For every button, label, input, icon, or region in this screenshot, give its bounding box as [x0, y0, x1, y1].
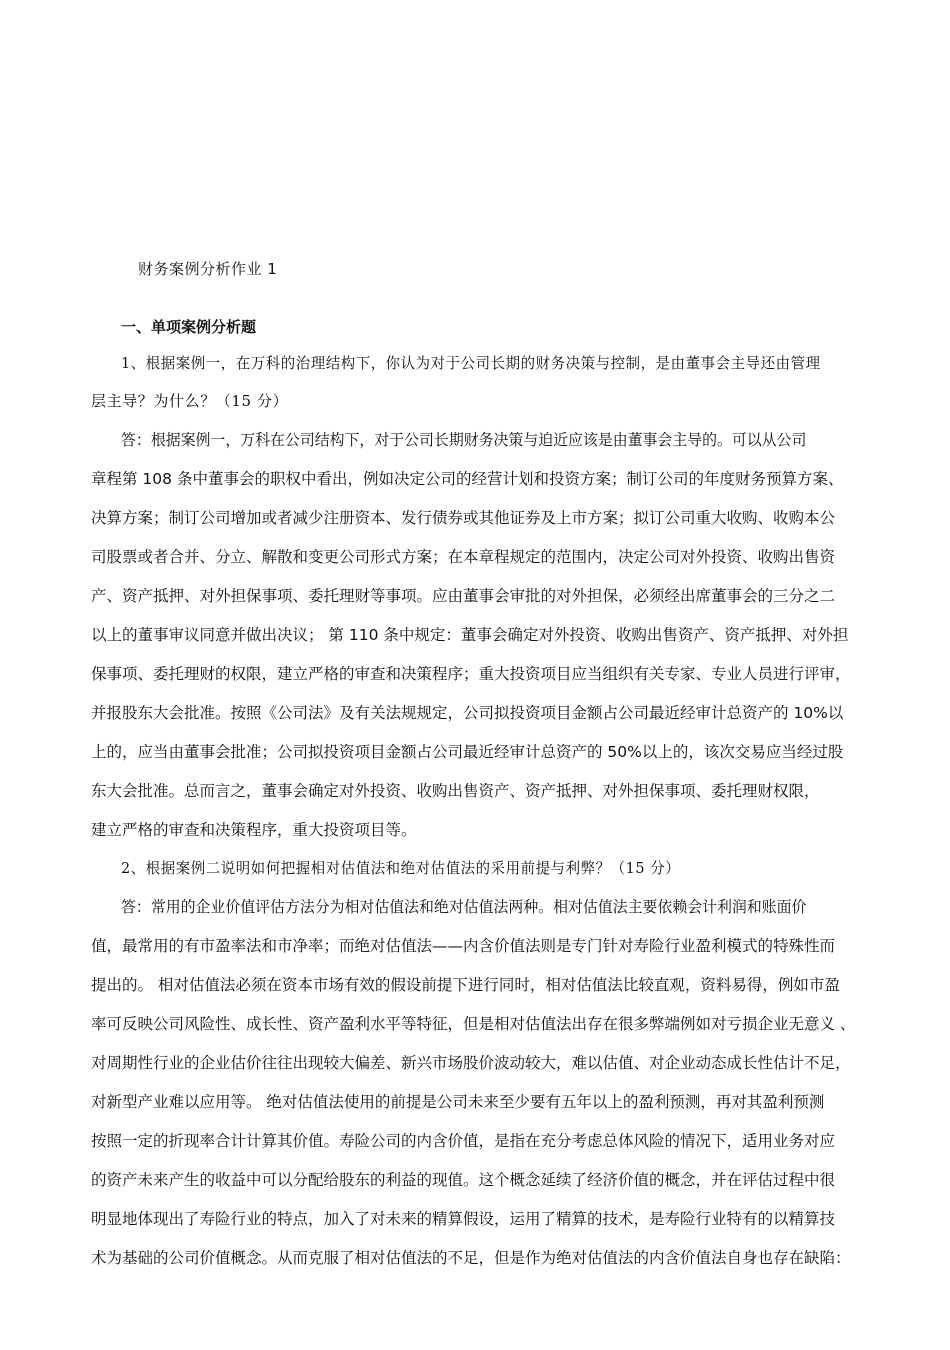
document-title: 财务案例分析作业 1 [138, 260, 278, 278]
answer-2-line: 术为基础的公司价值概念。从而克服了相对估值法的不足，但是作为绝对估值法的内含价值法自身也存在缺陷： [91, 1249, 851, 1267]
answer-1-text: 根据案例一，万科在公司结构下，对于公司长期财务决策与迫近应该是由董事会主导的。可以从公司 [150, 431, 807, 449]
answer-1-line [121, 430, 866, 450]
answer-2-line: 对周期性行业的企业估价往往出现较大偏差、新兴市场股价波动较大，难以估值、对企业动态成长性估计不足， [91, 1054, 851, 1072]
answer-1-line: 司股票或者合并、分立、解散和变更公司形式方案；在本章程规定的范围内，决定公司对外投资、收购出售资 [91, 548, 836, 566]
answer-1-line: 章程第 108 条中董事会的职权中看出，例如决定公司的经营计划和投资方案；制订公司的年度财务预算方案、 [91, 470, 844, 488]
answer-1-line: 保事项、委托理财的权限，建立严格的审查和决策程序；重大投资项目应当组织有关专家、专业人员进行评审， [91, 665, 851, 683]
answer-1-line: 产、资产抵押、对外担保事项、委托理财等事项。应由董事会审批的对外担保，必须经出席董事会的三分之二 [91, 587, 836, 605]
answer-1-line: 东大会批准。总而言之，董事会确定对外投资、收购出售资产、资产抵押、对外担保事项、委托理财权限， [91, 782, 820, 800]
section-heading: 一、单项案例分析题 [121, 318, 257, 336]
answer-2-line: 值，最常用的有市盈率法和市净率；而绝对估值法——内含价值法则是专门针对寿险行业盈利模式的特殊性而 [91, 937, 836, 955]
answer-1-line: 决算方案；制订公司增加或者减少注册资本、发行债券或其他证券及上市方案；拟订公司重大收购、收购本公 [91, 509, 836, 527]
question-2-line-1: 2、根据案例二说明如何把握相对估值法和绝对估值法的采用前提与利弊？（15 分） [121, 859, 681, 877]
answer-label: 答： [121, 898, 151, 916]
answer-1-line: 上的，应当由董事会批准；公司拟投资项目金额占公司最近经审计总资产的 50%以上的，该次交易应当经过股 [91, 743, 844, 761]
answer-1-line: 建立严格的审查和决策程序，重大投资项目等。 [91, 821, 417, 839]
question-1-line-1: 1、根据案例一，在万科的治理结构下，你认为对于公司长期的财务决策与控制，是由董事会主导还由管理 [121, 354, 821, 372]
answer-1-line: 并报股东大会批准。按照《公司法》及有关法规规定，公司拟投资项目金额占公司最近经审计总资产的 10%以 [91, 704, 844, 722]
answer-1-line: 以上的董事审议同意并做出决议； 第 110 条中规定：董事会确定对外投资、收购出售资产、资产抵押、对外担 [91, 626, 849, 644]
answer-2-line: 提出的。 相对估值法必须在资本市场有效的假设前提下进行同时，相对估值法比较直观，资料易得，例如市盈 [91, 976, 840, 994]
answer-2-line: 对新型产业难以应用等。 绝对估值法使用的前提是公司未来至少要有五年以上的盈利预测，再对其盈利预测 [91, 1093, 825, 1111]
answer-label: 答： [121, 431, 151, 449]
answer-2-line [121, 897, 866, 917]
answer-2-line: 的资产未来产生的收益中可以分配给股东的利益的现值。这个概念延续了经济价值的概念，并在评估过程中很 [91, 1171, 836, 1189]
answer-2-line: 率可反映公司风险性、成长性、资产盈利水平等特征，但是相对估值法出存在很多弊端例如对亏损企业无意义 、 [91, 1015, 856, 1033]
question-1-line-2: 层主导？为什么？（15 分） [91, 392, 289, 410]
answer-2-text: 常用的企业价值评估方法分为相对估值法和绝对估值法两种。相对估值法主要依赖会计利润和账面价 [150, 898, 807, 916]
answer-2-line: 按照一定的折现率合计计算其价值。寿险公司的内含价值，是指在充分考虑总体风险的情况下，适用业务对应 [91, 1132, 836, 1150]
answer-2-line: 明显地体现出了寿险行业的特点，加入了对未来的精算假设，运用了精算的技术，是寿险行业特有的以精算技 [91, 1210, 836, 1228]
